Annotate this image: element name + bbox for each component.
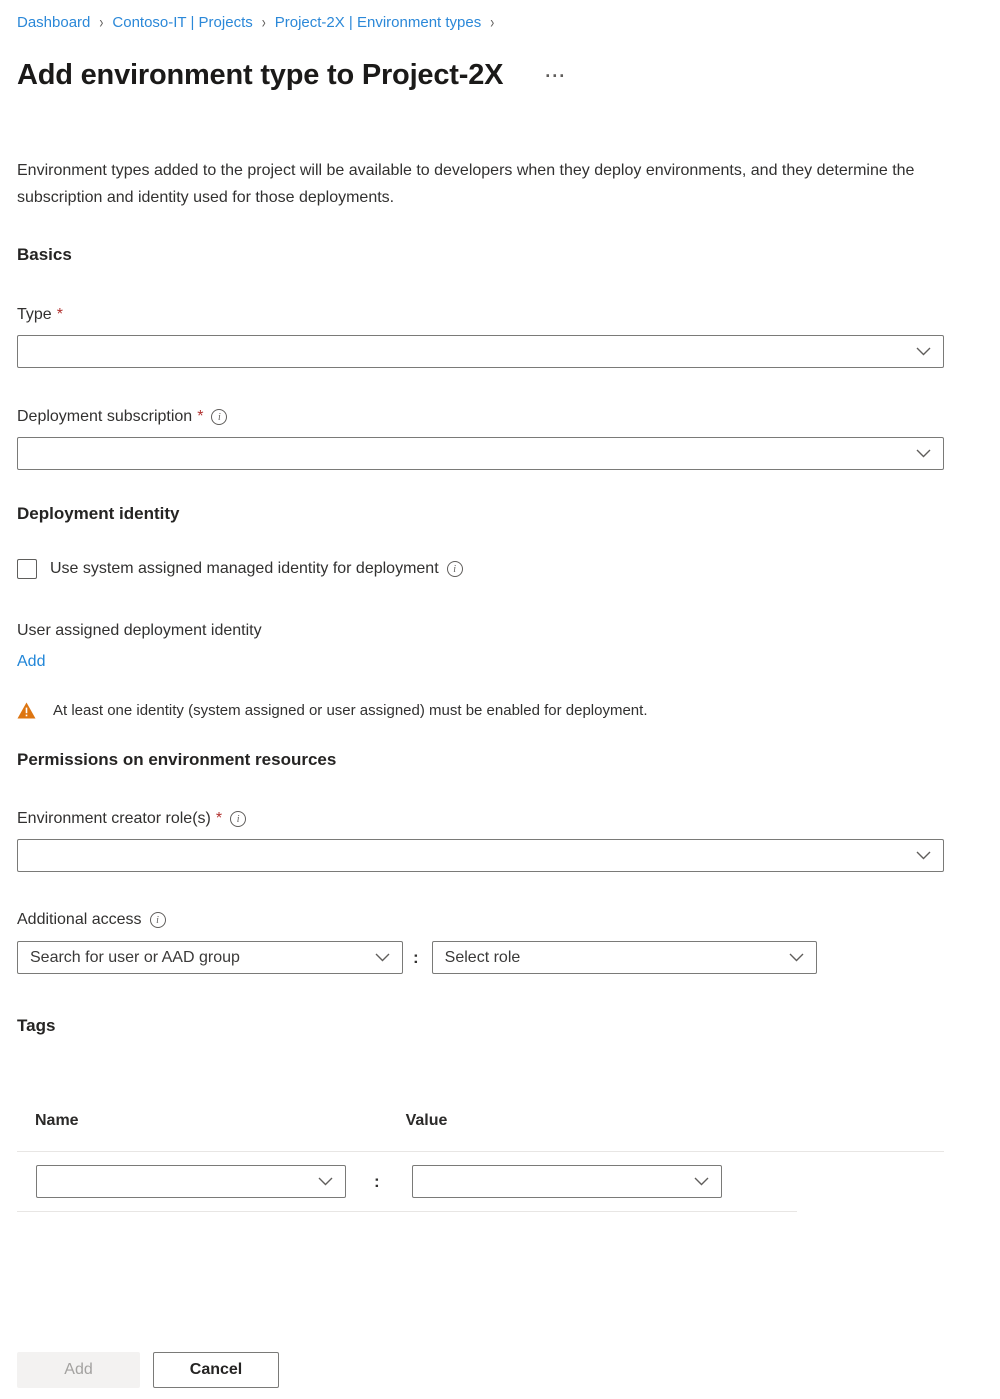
creator-roles-label — [17, 810, 944, 828]
warning-icon — [17, 702, 36, 719]
chevron-down-icon — [694, 1177, 709, 1186]
tags-header-divider — [17, 1151, 944, 1152]
chevron-down-icon — [789, 953, 804, 962]
required-asterisk: * — [197, 408, 204, 425]
tags-row-divider — [17, 1211, 797, 1212]
breadcrumb-link-project-2x-environment-types[interactable]: Project-2X | Environment types — [274, 13, 482, 31]
intro-description: Environment types added to the project will be available to developers when they deploy environments, and they determine the subscription and identity used for those deployments. — [17, 162, 915, 206]
chevron-down-icon — [916, 449, 931, 458]
system-identity-checkbox-label-text: Use system assigned managed identity for deployment — [50, 560, 439, 577]
breadcrumb-separator-icon: › — [99, 12, 104, 32]
section-heading-permissions: Permissions on environment resources — [17, 750, 337, 769]
type-label-text: Type — [17, 306, 52, 323]
additional-access-label — [17, 911, 944, 929]
select-role-placeholder: Select role — [444, 948, 521, 966]
info-icon[interactable]: i — [211, 409, 227, 425]
tags-column-name: Name — [35, 1112, 79, 1129]
chevron-down-icon — [916, 851, 931, 860]
add-identity-link[interactable]: Add — [17, 653, 46, 670]
required-asterisk: * — [56, 306, 63, 323]
page-title: Add environment type to Project-2X — [17, 58, 504, 91]
pair-separator: : — [413, 947, 419, 967]
tag-name-dropdown[interactable] — [36, 1165, 346, 1198]
select-role-dropdown[interactable] — [432, 941, 817, 974]
add-button[interactable]: Add — [17, 1352, 140, 1388]
breadcrumb-link-dashboard[interactable]: Dashboard — [17, 13, 91, 31]
creator-roles-dropdown[interactable] — [17, 839, 944, 872]
creator-roles-label-text: Environment creator role(s) — [17, 810, 211, 827]
required-asterisk: * — [215, 810, 223, 827]
more-menu-button[interactable]: ··· — [545, 66, 567, 86]
user-group-search-dropdown[interactable] — [17, 941, 403, 974]
system-identity-checkbox-label — [50, 560, 463, 578]
cancel-button[interactable]: Cancel — [153, 1352, 279, 1388]
additional-access-label-text: Additional access — [17, 911, 142, 928]
breadcrumb-separator-icon: › — [261, 12, 266, 32]
chevron-down-icon — [916, 347, 931, 356]
deployment-subscription-label — [17, 408, 944, 426]
tags-table-header — [17, 1112, 944, 1130]
deployment-subscription-dropdown[interactable] — [17, 437, 944, 470]
chevron-down-icon — [318, 1177, 333, 1186]
identity-warning-text: At least one identity (system assigned or user assigned) must be enabled for deployment. — [53, 702, 648, 719]
footer-actions — [17, 1352, 279, 1388]
pair-separator: : — [374, 1171, 380, 1191]
tag-row — [36, 1165, 944, 1198]
section-heading-basics: Basics — [17, 245, 72, 264]
breadcrumb — [17, 12, 944, 32]
type-dropdown[interactable] — [17, 335, 944, 368]
identity-warning — [17, 702, 944, 719]
additional-access-row — [17, 941, 944, 974]
section-heading-tags: Tags — [17, 1016, 56, 1035]
system-identity-checkbox-row — [17, 559, 944, 579]
page-header — [17, 56, 944, 94]
tags-column-value: Value — [405, 1112, 448, 1129]
info-icon[interactable]: i — [447, 561, 463, 577]
system-identity-checkbox[interactable] — [17, 559, 37, 579]
tag-value-dropdown[interactable] — [412, 1165, 722, 1198]
info-icon[interactable]: i — [230, 811, 246, 827]
chevron-down-icon — [375, 953, 390, 962]
user-assigned-identity-label: User assigned deployment identity — [17, 622, 262, 639]
user-group-search-placeholder: Search for user or AAD group — [30, 948, 240, 966]
breadcrumb-link-contoso-it-projects[interactable]: Contoso-IT | Projects — [112, 13, 253, 31]
deployment-subscription-label-text: Deployment subscription — [17, 408, 193, 425]
type-label — [17, 306, 944, 324]
info-icon[interactable]: i — [150, 912, 166, 928]
section-heading-deployment-identity: Deployment identity — [17, 504, 180, 523]
breadcrumb-separator-icon: › — [490, 12, 495, 32]
